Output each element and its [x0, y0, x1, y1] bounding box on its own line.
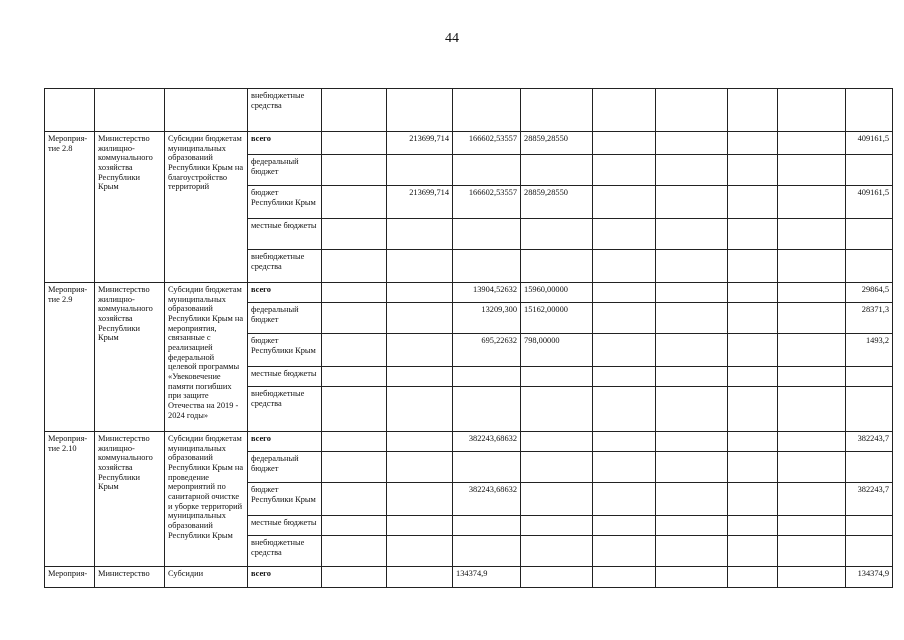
cell-empty [728, 89, 778, 132]
row-total-value: 1493,2 [846, 334, 893, 367]
funding-source-label: внебюджетные средства [248, 387, 322, 432]
year-value-c3 [453, 367, 521, 387]
year-value-c5 [593, 219, 656, 250]
measure-code: Мероприя-тие 2.9 [45, 283, 95, 432]
year-value-c5 [593, 250, 656, 283]
funding-source-label: внебюджетные средства [248, 89, 322, 132]
year-value-c8 [778, 483, 846, 516]
row-total-value [846, 250, 893, 283]
year-value-c6 [656, 132, 728, 155]
year-value-c6 [656, 367, 728, 387]
year-value-c7 [728, 367, 778, 387]
year-value-c2 [387, 283, 453, 303]
year-value-c8 [778, 132, 846, 155]
funding-source-label: всего [248, 283, 322, 303]
year-value-c6 [656, 186, 728, 219]
year-value-c5 [593, 186, 656, 219]
year-value-c2 [387, 452, 453, 483]
year-value-c7 [728, 303, 778, 334]
year-value-c3: 382243,68632 [453, 432, 521, 452]
year-value-c2 [387, 334, 453, 367]
year-value-c2 [387, 367, 453, 387]
year-value-c8 [778, 567, 846, 588]
year-value-c2: 213699,714 [387, 132, 453, 155]
row-total-value [846, 155, 893, 186]
funding-source-label: всего [248, 432, 322, 452]
measure-code: Мероприя-тие 2.10 [45, 432, 95, 567]
year-value-c3 [453, 250, 521, 283]
year-value-c6 [656, 219, 728, 250]
year-value-c7 [728, 483, 778, 516]
measure-executor: Министерство жилищно-коммунального хозяйства Республики Крым [95, 283, 165, 432]
year-value-c3: 13904,52632 [453, 283, 521, 303]
year-value-c4: 28859,28550 [521, 132, 593, 155]
year-value-c6 [656, 155, 728, 186]
year-value-c2 [387, 432, 453, 452]
measure-description: Субсидии бюджетам муниципальных образований Республики Крым на благоустройство территорий [165, 132, 248, 283]
year-value-c6 [656, 283, 728, 303]
year-value-c2 [387, 483, 453, 516]
year-value-c5 [593, 432, 656, 452]
table-row [45, 132, 893, 155]
year-value-c7 [728, 387, 778, 432]
year-value-c6 [656, 303, 728, 334]
year-value-c3 [453, 219, 521, 250]
year-value-c8 [778, 432, 846, 452]
year-value-c1 [322, 250, 387, 283]
cell-empty [45, 89, 95, 132]
year-value-c6 [656, 432, 728, 452]
row-total-value [846, 536, 893, 567]
row-total-value: 29864,5 [846, 283, 893, 303]
year-value-c4 [521, 387, 593, 432]
year-value-c7 [728, 155, 778, 186]
page-number: 44 [445, 31, 459, 46]
year-value-c1 [322, 536, 387, 567]
year-value-c2 [387, 567, 453, 588]
cell-empty [656, 89, 728, 132]
funding-source-label: местные бюджеты [248, 367, 322, 387]
year-value-c2 [387, 250, 453, 283]
row-total-value: 134374,9 [846, 567, 893, 588]
year-value-c4 [521, 567, 593, 588]
year-value-c2 [387, 303, 453, 334]
year-value-c5 [593, 536, 656, 567]
funding-source-label: всего [248, 567, 322, 588]
cell-empty [165, 89, 248, 132]
year-value-c1 [322, 432, 387, 452]
year-value-c5 [593, 483, 656, 516]
funding-source-label: местные бюджеты [248, 516, 322, 536]
cell-empty [593, 89, 656, 132]
funding-source-label: федеральный бюджет [248, 452, 322, 483]
year-value-c4: 15960,00000 [521, 283, 593, 303]
year-value-c5 [593, 155, 656, 186]
year-value-c4: 28859,28550 [521, 186, 593, 219]
year-value-c8 [778, 250, 846, 283]
row-total-value: 409161,5 [846, 132, 893, 155]
year-value-c2 [387, 155, 453, 186]
measure-code: Мероприя-тие 2.8 [45, 132, 95, 283]
year-value-c1 [322, 219, 387, 250]
measure-description: Субсидии бюджетам муниципальных образований Республики Крым на проведение мероприятий по санитарной очистке и уборке территорий муниципальных образований Республики Крым [165, 432, 248, 567]
cell-empty [387, 89, 453, 132]
cell-empty [846, 89, 893, 132]
year-value-c1 [322, 367, 387, 387]
year-value-c8 [778, 334, 846, 367]
year-value-c7 [728, 283, 778, 303]
funding-source-label: всего [248, 132, 322, 155]
measure-executor: Министерство [95, 567, 165, 588]
year-value-c5 [593, 367, 656, 387]
year-value-c5 [593, 452, 656, 483]
year-value-c4 [521, 536, 593, 567]
year-value-c1 [322, 483, 387, 516]
year-value-c8 [778, 283, 846, 303]
year-value-c6 [656, 334, 728, 367]
year-value-c3: 166602,53557 [453, 186, 521, 219]
year-value-c3 [453, 536, 521, 567]
funding-source-label: бюджет Республики Крым [248, 186, 322, 219]
funding-source-label: бюджет Республики Крым [248, 483, 322, 516]
year-value-c4: 15162,00000 [521, 303, 593, 334]
year-value-c7 [728, 186, 778, 219]
cell-empty [521, 89, 593, 132]
year-value-c7 [728, 567, 778, 588]
year-value-c3 [453, 452, 521, 483]
cell-empty [322, 89, 387, 132]
year-value-c7 [728, 219, 778, 250]
year-value-c7 [728, 432, 778, 452]
year-value-c5 [593, 283, 656, 303]
row-total-value [846, 452, 893, 483]
year-value-c8 [778, 155, 846, 186]
year-value-c5 [593, 567, 656, 588]
year-value-c3: 134374,9 [453, 567, 521, 588]
year-value-c6 [656, 387, 728, 432]
year-value-c7 [728, 132, 778, 155]
cell-empty [453, 89, 521, 132]
year-value-c1 [322, 452, 387, 483]
year-value-c6 [656, 567, 728, 588]
cell-empty [95, 89, 165, 132]
year-value-c4 [521, 367, 593, 387]
year-value-c1 [322, 155, 387, 186]
year-value-c1 [322, 303, 387, 334]
year-value-c4 [521, 250, 593, 283]
year-value-c4 [521, 516, 593, 536]
year-value-c8 [778, 516, 846, 536]
row-total-value: 409161,5 [846, 186, 893, 219]
measure-executor: Министерство жилищно-коммунального хозяйства Республики Крым [95, 432, 165, 567]
year-value-c5 [593, 132, 656, 155]
year-value-c3: 166602,53557 [453, 132, 521, 155]
row-total-value: 382243,7 [846, 432, 893, 452]
year-value-c8 [778, 536, 846, 567]
year-value-c6 [656, 483, 728, 516]
row-total-value [846, 387, 893, 432]
funding-source-label: внебюджетные средства [248, 250, 322, 283]
year-value-c8 [778, 219, 846, 250]
table-row-carry-over [45, 89, 893, 132]
year-value-c1 [322, 334, 387, 367]
year-value-c3: 695,22632 [453, 334, 521, 367]
year-value-c3 [453, 516, 521, 536]
year-value-c3: 382243,68632 [453, 483, 521, 516]
year-value-c5 [593, 334, 656, 367]
year-value-c6 [656, 452, 728, 483]
year-value-c4 [521, 432, 593, 452]
year-value-c4 [521, 155, 593, 186]
year-value-c2: 213699,714 [387, 186, 453, 219]
year-value-c5 [593, 303, 656, 334]
row-total-value [846, 219, 893, 250]
year-value-c1 [322, 387, 387, 432]
measure-description: Субсидии [165, 567, 248, 588]
year-value-c1 [322, 567, 387, 588]
year-value-c1 [322, 283, 387, 303]
row-total-value: 382243,7 [846, 483, 893, 516]
row-total-value: 28371,3 [846, 303, 893, 334]
year-value-c1 [322, 186, 387, 219]
year-value-c2 [387, 219, 453, 250]
year-value-c6 [656, 516, 728, 536]
funding-source-label: бюджет Республики Крым [248, 334, 322, 367]
table-row [45, 283, 893, 303]
year-value-c3 [453, 155, 521, 186]
year-value-c7 [728, 334, 778, 367]
year-value-c8 [778, 186, 846, 219]
funding-source-label: внебюджетные средства [248, 536, 322, 567]
year-value-c8 [778, 303, 846, 334]
year-value-c8 [778, 367, 846, 387]
year-value-c5 [593, 387, 656, 432]
year-value-c8 [778, 387, 846, 432]
year-value-c2 [387, 536, 453, 567]
year-value-c1 [322, 132, 387, 155]
measure-executor: Министерство жилищно-коммунального хозяйства Республики Крым [95, 132, 165, 283]
funding-source-label: федеральный бюджет [248, 155, 322, 186]
year-value-c5 [593, 516, 656, 536]
year-value-c2 [387, 516, 453, 536]
measure-code: Мероприя- [45, 567, 95, 588]
year-value-c6 [656, 250, 728, 283]
year-value-c3: 13209,300 [453, 303, 521, 334]
measure-description: Субсидии бюджетам муниципальных образований Республики Крым на мероприятия, связанные с реализацией федеральной целевой программы «Увековечение памяти погибших при защите Отечества на 2019 - 2024 годы» [165, 283, 248, 432]
year-value-c3 [453, 387, 521, 432]
year-value-c4 [521, 219, 593, 250]
table-row-last [45, 567, 893, 588]
year-value-c1 [322, 516, 387, 536]
year-value-c2 [387, 387, 453, 432]
row-total-value [846, 367, 893, 387]
year-value-c4: 798,00000 [521, 334, 593, 367]
year-value-c7 [728, 452, 778, 483]
year-value-c7 [728, 516, 778, 536]
year-value-c4 [521, 483, 593, 516]
year-value-c7 [728, 536, 778, 567]
funding-table [44, 88, 893, 588]
cell-empty [778, 89, 846, 132]
table-row [45, 432, 893, 452]
year-value-c8 [778, 452, 846, 483]
year-value-c7 [728, 250, 778, 283]
funding-source-label: местные бюджеты [248, 219, 322, 250]
year-value-c6 [656, 536, 728, 567]
year-value-c4 [521, 452, 593, 483]
funding-source-label: федеральный бюджет [248, 303, 322, 334]
row-total-value [846, 516, 893, 536]
